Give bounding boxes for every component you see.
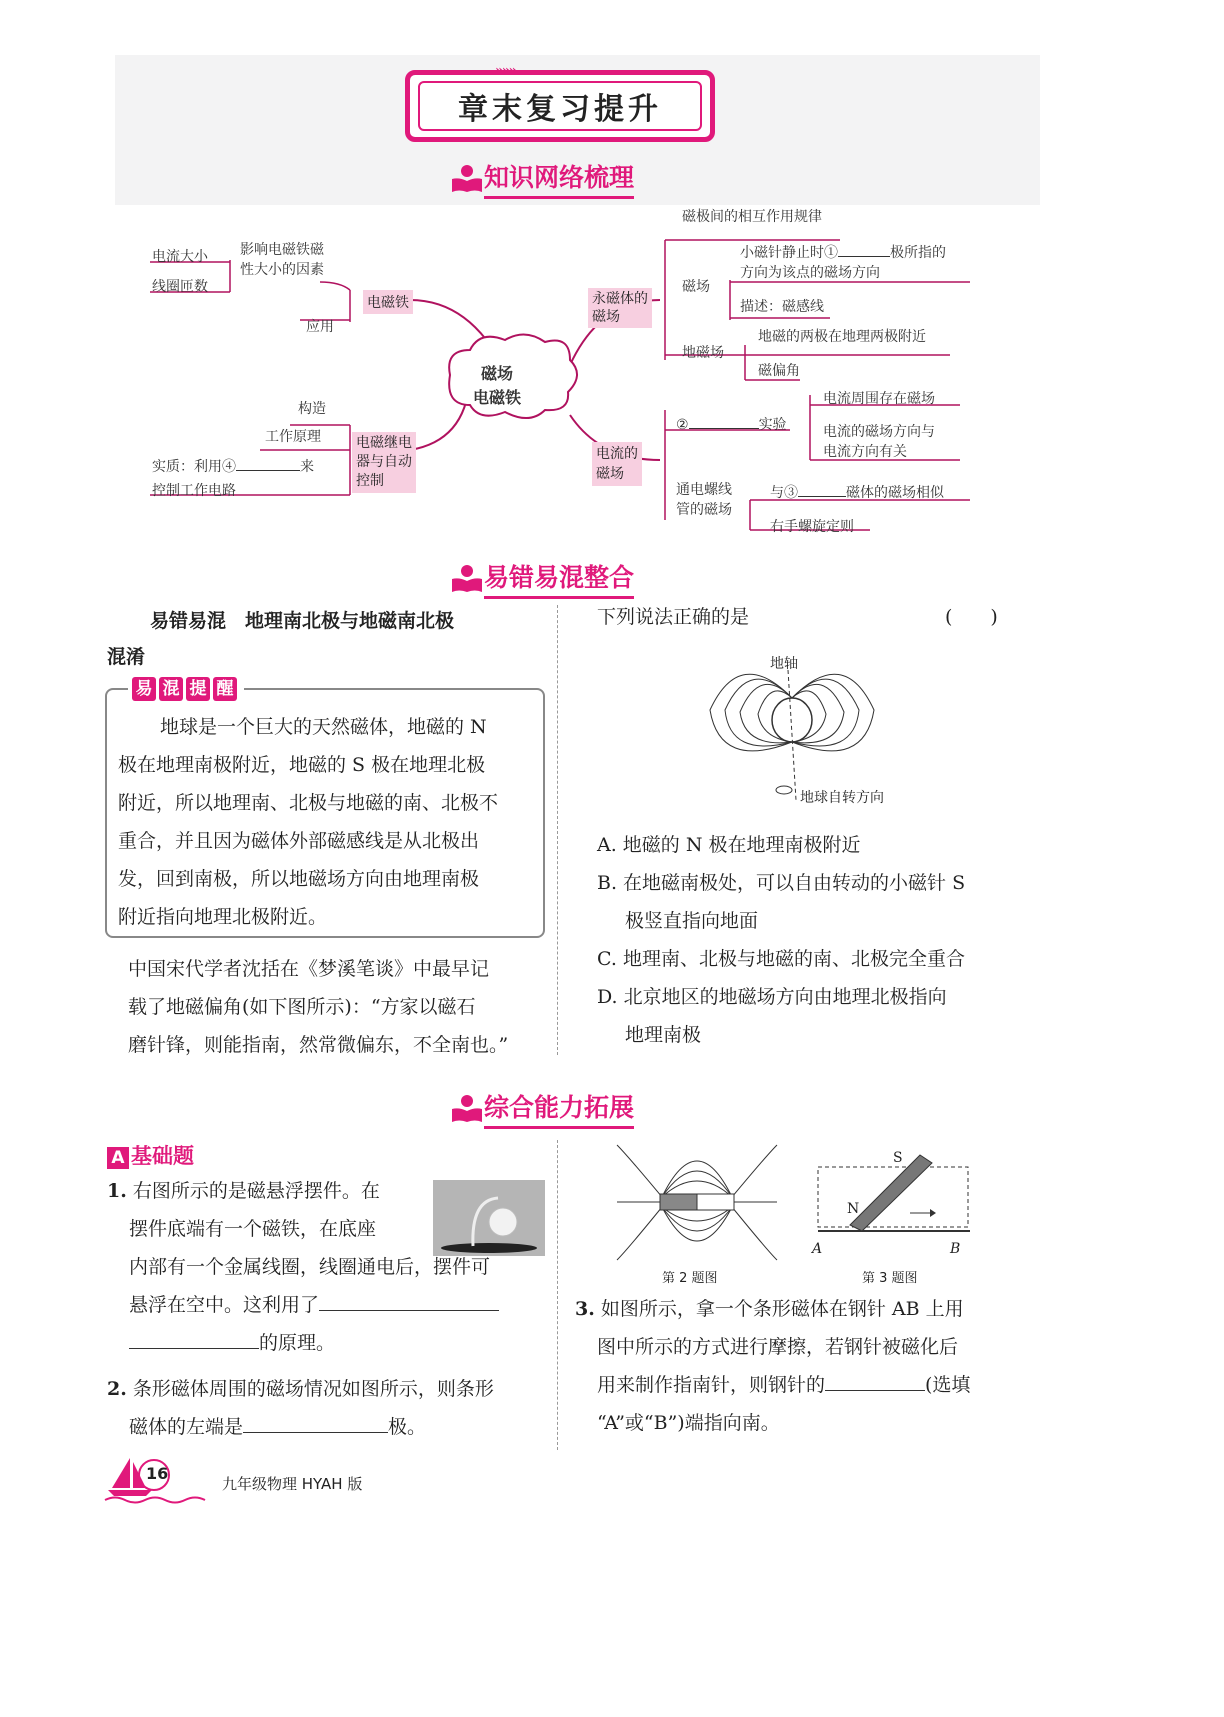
column-divider <box>557 1140 558 1450</box>
node-similar: 与③ 磁体的磁场相似 <box>770 485 944 501</box>
question-3: 3. 如图所示，拿一个条形磁体在钢针 AB 上用 图中所示的方式进行摩擦，若钢针被磁化后 用来制作指南针，则钢针的 (选填 “A”或“B”)端指向南。 <box>575 1298 971 1434</box>
chapter-title-box <box>405 70 715 142</box>
node-needle-2: 方向为该点的磁场方向 <box>740 265 880 281</box>
fig3-caption: 第 3 题图 <box>862 1271 918 1286</box>
option-a[interactable]: A. 地磁的 N 极在地理南极附近 <box>597 834 861 856</box>
node-principle: 工作原理 <box>265 429 321 445</box>
node-right-hand: 右手螺旋定则 <box>770 519 854 535</box>
node-turns: 线圈匝数 <box>152 279 208 295</box>
fig3-label-b: B <box>950 1241 961 1257</box>
section-heading-mistakes <box>450 558 634 599</box>
answer-paren[interactable]: ( ) <box>945 606 998 628</box>
mistake-heading: 易错易混 地理南北极与地磁南北极 <box>150 610 455 632</box>
node-pole-rule: 磁极间的相互作用规律 <box>682 209 822 225</box>
bar-magnet-figure <box>612 1135 782 1265</box>
chapter-title: 章末复习提升 <box>418 81 702 131</box>
option-d[interactable]: D. 北京地区的地磁场方向由地理北极指向 <box>597 986 947 1008</box>
node-declination: 磁偏角 <box>758 363 800 379</box>
node-relay: 电磁继电 器与自动 控制 <box>352 432 416 493</box>
earth-field-figure <box>700 650 890 810</box>
fig3-label-a: A <box>812 1241 823 1257</box>
node-apply: 应用 <box>306 319 334 335</box>
node-permanent: 永磁体的 磁场 <box>588 288 652 328</box>
node-direction: 电流的磁场方向与 电流方向有关 <box>823 424 935 460</box>
section-title: 综合能力拓展 <box>484 1088 634 1129</box>
column-divider <box>557 605 558 1055</box>
question-1: 1. 右图所示的是磁悬浮摆件。在 摆件底端有一个磁铁，在底座 内部有一个金属线圈，线圈通电后，摆件可 悬浮在空中。这利用了 的原理。 <box>107 1172 557 1362</box>
mistake-heading-2: 混淆 <box>107 646 146 668</box>
answer-blank-2[interactable] <box>243 1432 388 1433</box>
node-field: 磁场 <box>682 279 710 295</box>
reader-icon <box>450 164 484 194</box>
reader-icon <box>450 1094 484 1124</box>
node-structure: 构造 <box>298 401 326 417</box>
tip-text: 地球是一个巨大的天然磁体，地磁的 N 极在地理南极附近，地磁的 S 极在地理北极 附近，所以地理南、北极与地磁的南、北极不 重合，并且因为磁体外部磁感线是从北极出 发，回到南极，所以地磁场方向由地理南极 附近指向地理北极附近。 <box>118 716 499 928</box>
earth-axis-label: 地轴 <box>770 656 798 672</box>
node-needle: 小磁针静止时① 极所指的 <box>740 245 946 261</box>
fig3-label-s: S <box>893 1150 903 1166</box>
page-number: 16 <box>146 1464 169 1483</box>
node-experiment: ② 实验 <box>676 417 787 433</box>
tip-label: 易 混 提 醒 <box>128 677 244 701</box>
section-title: 易错易混整合 <box>484 558 634 599</box>
answer-blank-1b[interactable] <box>129 1348 259 1349</box>
fig2-caption: 第 2 题图 <box>662 1271 718 1286</box>
mistake-question: 下列说法正确的是 <box>597 606 750 628</box>
node-electromagnet: 电磁铁 <box>363 290 413 314</box>
question-2: 2. 条形磁体周围的磁场情况如图所示，则条形 磁体的左端是 极。 <box>107 1378 494 1438</box>
section-heading-extension <box>450 1088 634 1129</box>
mistake-options: A. 地磁的 N 极在地理南极附近 B. 在地磁南极处，可以自由转动的小磁针 S 极竖直指向地面 C. 地理南、北极与地磁的南、北极完全重合 D. 北京地区的地磁场方向由地理北极指向 地理南极 <box>597 826 1017 1054</box>
node-current-field: 电流的 磁场 <box>592 442 642 486</box>
option-b[interactable]: B. 在地磁南极处，可以自由转动的小磁针 S <box>597 872 966 894</box>
node-factor: 影响电磁铁磁 性大小的因素 <box>240 242 324 278</box>
fig3-label-n: N <box>847 1201 860 1217</box>
basic-heading: A 基础题 <box>107 1140 194 1170</box>
section-heading-network <box>450 158 634 199</box>
node-earth-poles: 地磁的两极在地理两极附近 <box>758 329 926 345</box>
node-desc: 描述：磁感线 <box>740 299 824 315</box>
book-title: 九年级物理 HYAH 版 <box>222 1475 363 1493</box>
option-c[interactable]: C. 地理南、北极与地磁的南、北极完全重合 <box>597 948 965 970</box>
answer-blank-1a[interactable] <box>319 1310 499 1311</box>
mistake-body: 中国宋代学者沈括在《梦溪笔谈》中最早记 载了地磁偏角(如下图所示)：“方家以磁石 磨针锋，则能指南，然常微偏东，不全南也。” <box>128 958 509 1056</box>
node-solenoid: 通电螺线 管的磁场 <box>676 482 732 518</box>
mindmap-center: 磁场 电磁铁 <box>473 364 522 407</box>
earth-rotation-label: 地球自转方向 <box>800 790 884 806</box>
node-exists: 电流周围存在磁场 <box>823 391 935 407</box>
node-current-size: 电流大小 <box>152 249 208 265</box>
node-essence-2: 控制工作电路 <box>152 483 236 499</box>
node-essence: 实质：利用④ 来 <box>152 459 314 475</box>
answer-blank-3[interactable] <box>825 1390 925 1391</box>
reader-icon <box>450 564 484 594</box>
node-earth-field: 地磁场 <box>682 345 724 361</box>
section-title: 知识网络梳理 <box>484 158 634 199</box>
